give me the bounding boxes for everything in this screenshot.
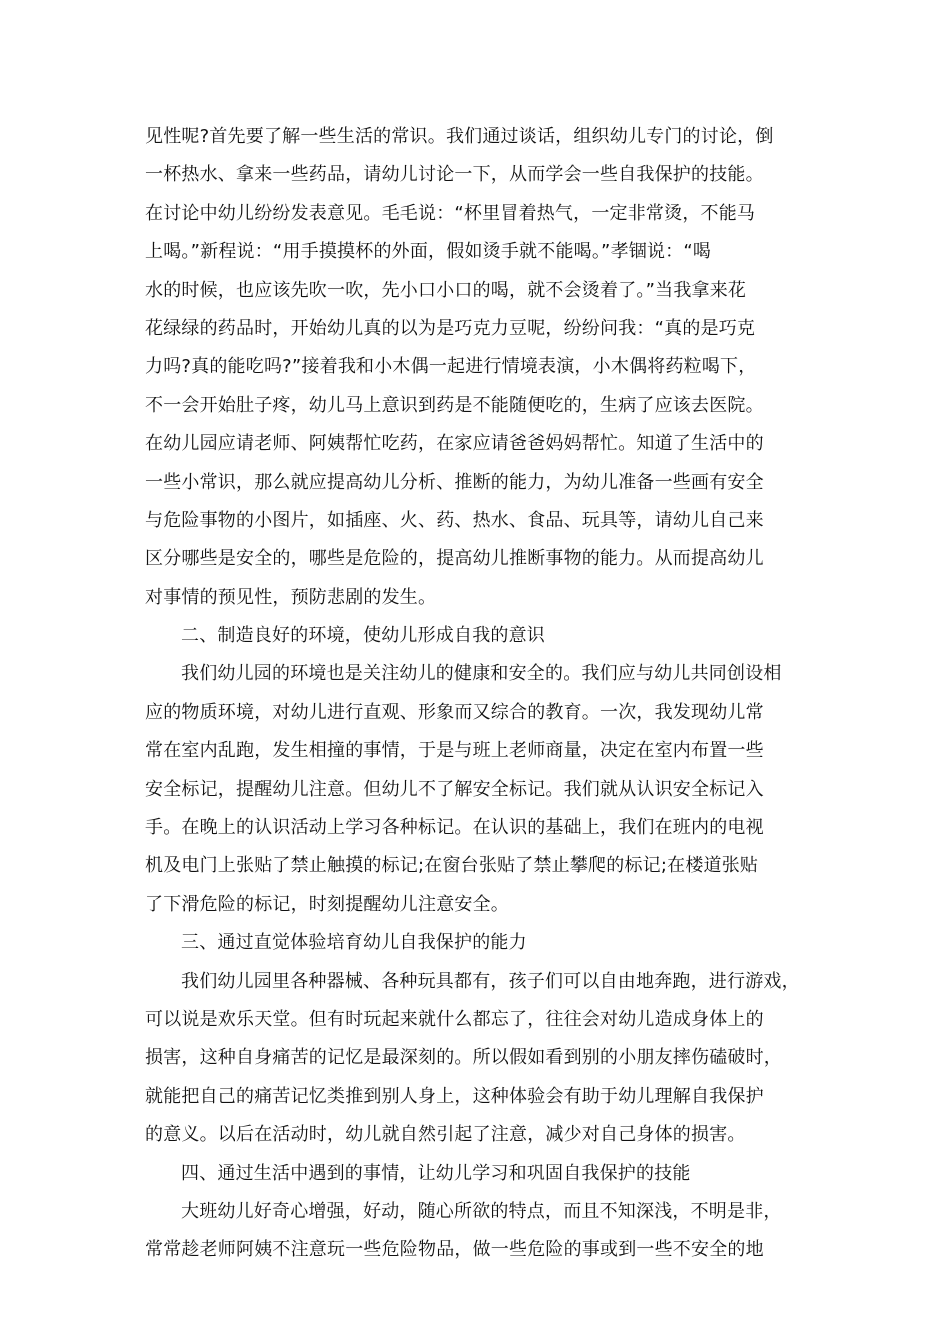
paragraph-first-line: 我们幼儿园里各种器械、各种玩具都有，孩子们可以自由地奔跑，进行游戏， [181,970,800,992]
paragraph-first-line: 我们幼儿园的环境也是关注幼儿的健康和安全的。我们应与幼儿共同创设相 [181,663,782,685]
paragraph-line: 不一会开始肚子疼，幼儿马上意识到药是不能随便吃的，生病了应该去医院。 [145,394,764,416]
paragraph-line: 的意义。以后在活动时，幼儿就自然引起了注意，减少对自己身体的损害。 [145,1124,746,1146]
paragraph-line: 一杯热水、拿来一些药品，请幼儿讨论一下，从而学会一些自我保护的技能。 [145,164,764,186]
paragraph-line: 对事情的预见性，预防悲剧的发生。 [145,586,437,608]
paragraph-line: 上喝。”新程说：“用手摸摸杯的外面，假如烫手就不能喝。”孝锢说：“喝 [145,241,712,263]
paragraph-line: 在讨论中幼儿纷纷发表意见。毛毛说：“杯里冒着热气，一定非常烫，不能马 [145,202,756,224]
paragraph-first-line: 四、通过生活中遇到的事情，让幼儿学习和巩固自我保护的技能 [181,1162,691,1184]
document-body [145,118,815,1270]
paragraph-line: 可以说是欢乐天堂。但有时玩起来就什么都忘了，往往会对幼儿造成身体上的 [145,1008,764,1030]
paragraph-line: 与危险事物的小图片，如插座、火、药、热水、食品、玩具等，请幼儿自己来 [145,509,764,531]
paragraph-line: 机及电门上张贴了禁止触摸的标记;在窗台张贴了禁止攀爬的标记;在楼道张贴 [145,855,759,877]
paragraph-line: 在幼儿园应请老师、阿姨帮忙吃药，在家应请爸爸妈妈帮忙。知道了生活中的 [145,433,764,455]
paragraph-line: 就能把自己的痛苦记忆类推到别人身上，这种体验会有助于幼儿理解自我保护 [145,1085,764,1107]
paragraph-line: 了下滑危险的标记，时刻提醒幼儿注意安全。 [145,893,509,915]
paragraph-line: 花绿绿的药品时，开始幼儿真的以为是巧克力豆呢，纷纷问我：“真的是巧克 [145,317,756,339]
paragraph-line: 常常趁老师阿姨不注意玩一些危险物品，做一些危险的事或到一些不安全的地 [145,1239,764,1261]
paragraph-line: 手。在晚上的认识活动上学习各种标记。在认识的基础上，我们在班内的电视 [145,817,764,839]
paragraph-line: 安全标记，提醒幼儿注意。但幼儿不了解安全标记。我们就从认识安全标记入 [145,778,764,800]
paragraph-first-line: 三、通过直觉体验培育幼儿自我保护的能力 [181,932,527,954]
paragraph-line: 水的时候，也应该先吹一吹，先小口小口的喝，就不会烫着了。”当我拿来花 [145,279,747,301]
paragraph-line: 力吗?真的能吃吗?”接着我和小木偶一起进行情境表演，小木偶将药粒喝下， [145,356,757,378]
paragraph-first-line: 大班幼儿好奇心增强，好动，随心所欲的特点，而且不知深浅，不明是非， [181,1200,782,1222]
paragraph-line: 一些小常识，那么就应提高幼儿分析、推断的能力，为幼儿准备一些画有安全 [145,471,764,493]
paragraph-line: 常在室内乱跑，发生相撞的事情，于是与班上老师商量，决定在室内布置一些 [145,740,764,762]
paragraph-line: 见性呢?首先要了解一些生活的常识。我们通过谈话，组织幼儿专门的讨论，倒 [145,126,774,147]
paragraph-line: 应的物质环境，对幼儿进行直观、形象而又综合的教育。一次，我发现幼儿常 [145,701,764,723]
paragraph-line: 损害，这种自身痛苦的记忆是最深刻的。所以假如看到别的小朋友摔伤磕破时， [145,1047,782,1069]
paragraph-first-line: 二、制造良好的环境，使幼儿形成自我的意识 [181,625,545,647]
paragraph-line: 区分哪些是安全的，哪些是危险的，提高幼儿推断事物的能力。从而提高幼儿 [145,548,764,570]
